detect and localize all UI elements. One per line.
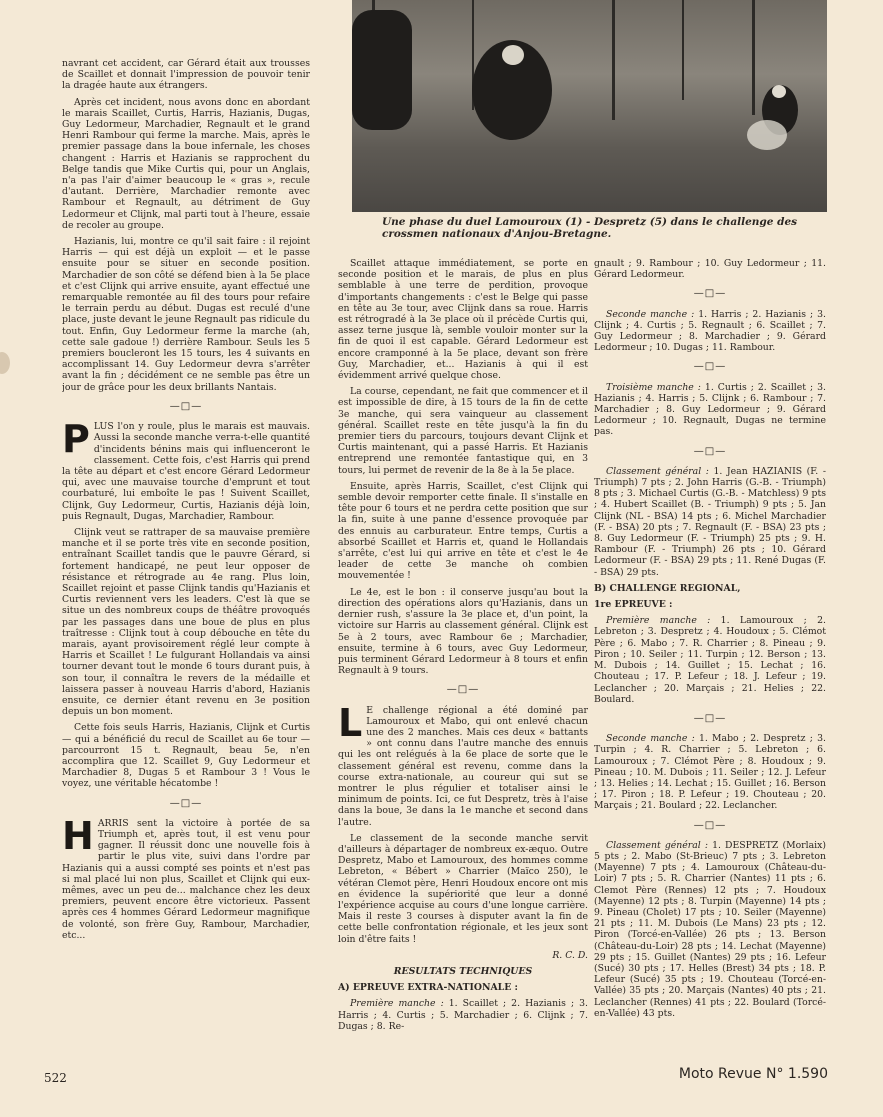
results-section-a: A) EPREUVE EXTRA-NATIONALE : [338,982,518,994]
results-label: Première manche : [350,998,444,1010]
results-text: 1. Curtis ; 2. Scaillet ; 3. Hazianis ; 4. Harris ; 5. Clijnk ; 6. Rambour ; 7. Marchadier ; 8. Guy Ledormeur ; 9. Gérard Ledormeur ; 10. Regnault, Dugas ne termine pas. [594,381,826,438]
paragraph-text: ARRIS sent la victoire à portée de sa Triumph et, après tout, il est venu pour gagner. Il réussit donc une nouvelle fois à partir le plus vite, suivi dans l'ordre par Hazianis qui a aussi compté ses points et n'est pas si mal placé lui non plus, Scaillet et Clijnk qui eux-mêmes, avec un peu de... malchance chez les deux premiers, peuvent encore être victorieux. Passent après ces 4 hommes Gérard Ledormeur magnifique de volonté, son frère Guy, Rambour, Marchadier, etc... [62,817,310,941]
results-paragraph [594,382,826,438]
results-label: Seconde manche : [606,733,695,745]
tree-trunk [612,0,615,120]
results-label: Classement général : [606,839,708,851]
paragraph: navrant cet accident, car Gérard était aux trousses de Scaillet et donnait l'impression de pouvoir tenir la dragée haute aux étrangers. [62,58,310,92]
paragraph: Hazianis, lui, montre ce qu'il sait faire : il rejoint Harris — qui est déjà un exploit — et le passe ensuite pour se situer en seconde position. Marchadier de son côté se défend bien à la 5e place et c'est Clijnk qui arrive ensuite, ayant effectué une remarquable remontée au fil des tours pour refaire le terrain perdu au début. Dugas est reculé d'une place, juste devant le jeune Regnault pas ridicule du tout. Enfin, Guy Ledormeur ferme la marche (ah, cette sale gadoue !) derrière Rambour. Seuls les 5 premiers boucleront les 15 tours, les 4 suivants en accomplissant 14. Guy Ledormeur devra s'arrêter avant la fin ; décidément ce ne semble pas être un jour de grâce pour les deux brillants Nantais. [62,236,310,393]
results-text: gnault ; 9. Rambour ; 10. Guy Ledormeur ; 11. Gérard Ledormeur. [594,258,826,281]
section-separator: —□— [693,712,727,724]
results-title: RESULTATS TECHNIQUES [393,965,533,977]
paragraph: Scaillet attaque immédiatement, se porte en seconde position et le marais, de plus en plus semblable à une terre de perdition, provoque d'importants changements : c'est le Belge qui passe en tête au 3e tour, avec Clijnk dans sa roue. Harris est rétrogradé à la 3e place où il précède Curtis qui, assez terne jusque là, semble vouloir monter sur la fin de quoi il est capable. Gérard Ledormeur est encore cramponné à la 5e place, devant son frère Guy, Marchadier, et... Hazianis à qui il est évidemment arrivé quelque chose. [338,258,588,382]
paragraph: Ensuite, après Harris, Scaillet, c'est Clijnk qui semble devoir remporter cette finale. Il s'installe en tête pour 6 tours et ne perdra cette position que sur la fin, suite à une panne d'essence provoquée par des ennuis au carburateur. Entre temps, Curtis a absorbé Scaillet et Harris et, quand le Hollandais s'arrête, c'est lui qui arrive en tête et c'est le 4e leader de cette 3e manche oh combien mouvementée ! [338,480,588,582]
results-text: 1. Mabo ; 2. Despretz ; 3. Turpin ; 4. R. Charrier ; 5. Lebreton ; 6. Lamouroux ; 7. Clémot Père ; 8. Houdoux ; 9. Pineau ; 10. M. Dubois ; 11. Seiler ; 12. J. Lefeur ; 13. Helies ; 14. Lechat ; 15. Guillet ; 16. Berson ; 17. Piron ; 18. P. Lefeur ; 19. Chouteau ; 20. Marçais ; 21. Boulard ; 22. Leclancher. [594,733,826,812]
race-photo [352,0,827,212]
article-column-2 [338,258,588,1058]
paragraph: Cette fois seuls Harris, Hazianis, Clijnk et Curtis — qui a bénéficié du recul de Scaillet au 6e tour — parcourront 15 t. Regnault, beau 5e, n'en accomplira que 12. Scaillet 9, Guy Ledormeur et Marchadier 8, Dugas 5 et Rambour 3 ! Vous le voyez, une véritable hécatombe ! [62,722,310,790]
author-signature: R. C. D. [552,949,588,961]
paragraph [62,813,310,941]
mud-spray [747,120,787,150]
results-label: Première manche : [606,615,711,627]
paragraph: La course, cependant, ne fait que commencer et il est impossible de dire, à 15 tours de la fin de cette 3e manche, qui sera vainqueur au classement général. Scaillet reste en tête jusqu'à la fin du premier tiers du parcours, toujours devant Clijnk et Curtis maintenant, qui a passé Harris. Et Hazianis entreprend une remontée fantastique qui, en 3 tours, lui permet de revenir de la 8e à la 5e place. [338,386,588,476]
paragraph-text: LUS l'on y roule, plus le marais est mauvais. Aussi la seconde manche verra-t-elle quantité d'incidents bénins mais qui influenceront le classement. Cette fois, c'est Harris qui prend la tête au départ et c'est encore Gérard Ledormeur qui, avec une mauvaise tourche d'emprunt et tout courbaturé, lui emboîte le pas ! Suivent Scaillet, Clijnk, Guy Ledormeur, Curtis, Hazianis déjà loin, puis Regnault, Dugas, Marchadier, Rambour. [62,421,310,522]
paragraph [338,700,588,828]
section-separator: —□— [693,445,727,457]
paragraph-text: E challenge régional a été dominé par Lamouroux et Mabo, qui ont enlevé chacun une des 2 manches. Mais ces deux « battants » ont connu dans l'autre manche des ennuis qui les ont relégués à la 6e place de sorte que le classement général est revenu, comme dans la course extra-nationale, au coureur qui sut se montrer le plus régulier et totaliser ainsi le minimum de points. Ici, ce fut Despretz, très à l'aise dans la boue, 3e dans la 1e manche et second dans l'autre. [338,704,588,828]
paragraph: Le 4e, est le bon : il conserve jusqu'au bout la direction des opérations alors qu'Hazianis, dans un dernier rush, s'assure la 3e place et, d'un point, la victoire sur Harris au classement général. Clijnk est 5e à 2 tours, avec Rambour 6e ; Marchadier, ensuite, termine à 6 tours, avec Guy Ledormeur, puis terminent Gérard Ledormeur à 8 tours et enfin Regnault à 9 tours. [338,586,588,677]
section-separator: —□— [169,797,203,809]
paragraph [62,417,310,522]
results-label: Troisième manche : [606,381,701,393]
section-separator: —□— [169,400,203,412]
drop-cap: L [338,700,363,745]
results-label: Classement général : [606,465,709,477]
magazine-issue: Moto Revue N° 1.590 [678,1066,828,1082]
results-label: Seconde manche : [606,308,695,320]
results-text: 1. Harris ; 2. Hazianis ; 3. Clijnk ; 4. Curtis ; 5. Regnault ; 6. Scaillet ; 7. Guy Ledormeur ; 8. Marchadier ; 9. Gérard Ledormeur ; 10. Dugas ; 11. Rambour. [594,308,826,354]
paragraph: Le classement de la seconde manche servit d'ailleurs à départager de nombreux ex-æquo. Outre Despretz, Mabo et Lamouroux, des hommes comme Lebreton, « Bébert » Charrier (Maïco 250), le vétéran Clemot père, Henri Houdoux encore ont mis en évidence la supériorité que leur a donné l'expérience acquise au cours d'une longue carrière. Mais il reste 3 courses à disputer avant la fin de cette belle confrontation régionale, et les jeux sont loin d'être faits ! [338,832,588,945]
section-separator: —□— [693,288,727,300]
results-paragraph [594,309,826,354]
paragraph: Après cet incident, nous avons donc en abordant le marais Scaillet, Curtis, Harris, Hazianis, Dugas, Guy Ledormeur, Marchadier, Regnault et le grand Henri Rambour qui ferme la marche. Mais, après le premier passage dans la boue infernale, les choses changent : Harris et Hazianis se rapprochent du Belge tandis que Mike Curtis qui, pour un Anglais, n'a pas l'air d'aimer beaucoup le « gras », recule d'autant. Derrière, Marchadier remonte avec Rambour et Regnault, au détriment de Guy Ledormeur et Clijnk, mal parti tout à l'heure, essaie de recoler au groupe. [62,96,310,231]
results-paragraph [594,840,826,1019]
photo-caption: Une phase du duel Lamouroux (1) - Despretz (5) dans le challenge des crossmen nationaux d'Anjou-Bretagne. [382,216,798,240]
results-text: 1. Lamouroux ; 2. Lebreton ; 3. Despretz ; 4. Houdoux ; 5. Clémot Père ; 6. Mabo ; 7. R. Charrier ; 8. Pineau ; 9. Piron ; 10. Seiler ; 11. Turpin ; 12. Berson ; 13. M. Dubois ; 14. Guillet ; 15. Lechat ; 16. Chouteau ; 17. P. Lefeur ; 18. J. Lefeur ; 19. Leclancher ; 20. Marçais ; 21. Helies ; 22. Boulard. [594,615,826,705]
rider-helmet [772,85,786,98]
drop-cap: H [62,813,94,858]
page-number: 522 [44,1071,67,1085]
section-separator: —□— [693,819,727,831]
section-separator: —□— [693,361,727,373]
results-text: 1. DESPRETZ (Morlaix) 5 pts ; 2. Mabo (St-Brieuc) 7 pts ; 3. Lebreton (Mayenne) 7 pts ; 4. Lamouroux (Château-du-Loir) 7 pts ; 5. R. Charrier (Nantes) 11 pts ; 6. Clemot Père (Rennes) 12 pts ; 7. Houdoux (Mayenne) 12 pts ; 8. Turpin (Mayenne) 14 pts ; 9. Pineau (Cholet) 17 pts ; 10. Seiler (Mayenne) 21 pts ; 11. M. Dubois (Le Mans) 23 pts ; 12. Piron (Torcé-en-Vallée) 26 pts ; 13. Berson (Château-du-Loir) 28 pts ; 14. Lechat (Mayenne) 29 pts ; 15. Guillet (Nantes) 29 pts ; 16. Lefeur (Sucé) 30 pts ; 17. Helles (Brest) 34 pts ; 18. P. Lefeur (Sucé) 35 pts ; 19. Chouteau (Torcé-en-Vallée) 35 pts ; 20. Marçais (Nantes) 40 pts ; 21. Leclancher (Rennes) 41 pts ; 22. Boulard (Torcé-en-Vallée) 43 pts. [594,839,826,1019]
article-column-3 [594,258,826,1058]
results-text: 1. Scaillet ; 2. Hazianis ; 3. Harris ; 4. Curtis ; 5. Marchadier ; 6. Clijnk ; 7. Dugas ; 8. Re- [338,998,588,1032]
spectator-figure [352,10,412,130]
results-paragraph [594,466,826,578]
article-column-1 [62,58,310,1058]
results-paragraph [594,733,826,811]
results-paragraph [594,615,826,705]
results-section-b: B) CHALLENGE REGIONAL, [594,582,741,594]
results-text: 1. Jean HAZIANIS (F. - Triumph) 7 pts ; 2. John Harris (G.-B. - Triumph) 8 pts ; 3. Michael Curtis (G.-B. - Matchless) 9 pts ; 4. Hubert Scaillet (B. - Triumph) 9 pts ; 5. Jan Clijnk (NL - BSA) 14 pts ; 6. Michel Marchadier (F. - BSA) 20 pts ; 7. Regnault (F. - BSA) 23 pts ; 8. Guy Ledormeur (F. - Triumph) 25 pts ; 9. H. Rambour (F. - Triumph) 26 pts ; 10. Gérard Ledormeur (F. - BSA) 29 pts ; 11. René Dugas (F. - BSA) 29 pts. [594,465,826,578]
tree-trunk [682,0,684,100]
paragraph: Clijnk veut se rattraper de sa mauvaise première manche et il se porte très vite en seconde position, entraînant Scaillet tandis que le pauvre Gérard, si fortement handicapé, ne peut leur opposer de résistance et rétrograde au 4e rang. Plus loin, Scaillet rejoint et passe Clijnk tandis qu'Hazianis et Curtis reviennent vers les leaders. C'est là que se situe un des nombreux coups de théâtre provoqués par les passages dans une boue de plus en plus traîtresse : Clijnk tout à coup débouche en tête du marais, ayant provisoirement réglé leur compte à Harris et Scaillet ! Le fulgurant Hollandais va ainsi tourner devant tout le monde 6 tours durant puis, à son tour, il connaîtra le revers de la médaille et laissera passer à nouveau Harris d'abord, Hazianis ensuite, ce dernier étant revenu en 3e position depuis un bon moment. [62,526,310,718]
results-paragraph [338,998,588,1032]
binding-hole [0,352,10,374]
drop-cap: P [62,417,90,462]
results-section-b-sub: 1re EPREUVE : [594,599,673,611]
rider-helmet [502,45,524,65]
tree-trunk [752,0,755,115]
section-separator: —□— [446,684,480,696]
